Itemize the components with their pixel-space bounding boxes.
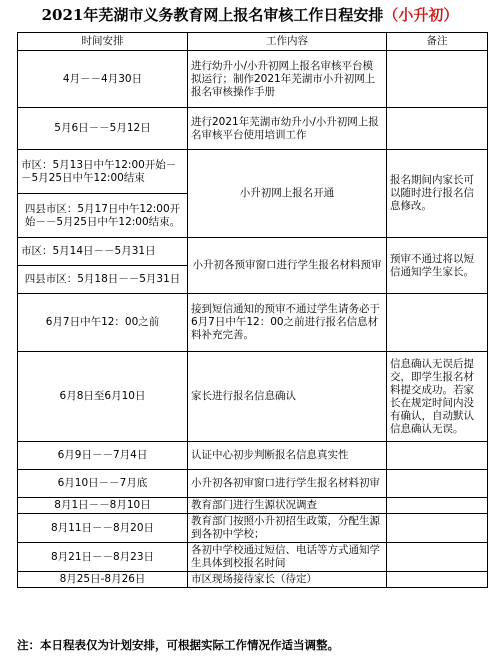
header-content: 工作内容: [188, 33, 387, 51]
row-note: [387, 108, 488, 150]
row-note: 预审不通过将以短信通知学生家长。: [387, 238, 488, 294]
row-content: 各初中学校通过短信、电话等方式通知学生具体到校报名时间: [188, 543, 387, 572]
row-time: 6月9日－－7月4日: [18, 442, 188, 470]
title-accent: （小升初）: [383, 6, 459, 24]
row-note: [387, 498, 488, 514]
page-title: [0, 4, 500, 26]
table-row: [18, 238, 488, 266]
row-time: 8月21日－－8月23日: [18, 543, 188, 572]
row-note: [387, 543, 488, 572]
row-time: 6月10日－－7月底: [18, 470, 188, 498]
table-row: [18, 442, 488, 470]
header-time: 时间安排: [18, 33, 188, 51]
table-row: [18, 51, 488, 108]
table-row: [18, 470, 488, 498]
row-time: 8月1日－－8月10日: [18, 498, 188, 514]
row-content: 进行幼升小/小升初网上报名审核平台模拟运行；制作2021年芜湖市小升初网上报名审核操作手册: [188, 51, 387, 108]
schedule-table: [17, 32, 488, 588]
table-row: [18, 543, 488, 572]
row-note: [387, 51, 488, 108]
row-time: 6月7日中午12：00之前: [18, 294, 188, 352]
row-time: 6月8日至6月10日: [18, 352, 188, 442]
row-content: 小升初各初审窗口进行学生报名材料初审: [188, 470, 387, 498]
table-row: [18, 572, 488, 588]
row-time: 8月25日-8月26日: [18, 572, 188, 588]
row-time-secondary: 四县市区：5月18日－－5月31日: [18, 266, 188, 294]
row-note: [387, 470, 488, 498]
row-content: 认证中心初步判断报名信息真实性: [188, 442, 387, 470]
row-time-secondary: 四县市区：5月17日中午12:00开始－－5月25日中午12:00结束。: [18, 194, 188, 238]
row-note: [387, 572, 488, 588]
row-time: 市区：5月13日中午12:00开始－－5月25日中午12:00结束: [18, 150, 188, 194]
table-row: [18, 498, 488, 514]
table-row: [18, 514, 488, 543]
title-main: 2021年芜湖市义务教育网上报名审核工作日程安排: [41, 6, 384, 24]
table-row: [18, 108, 488, 150]
row-content: 小升初网上报名开通: [188, 150, 387, 238]
row-time: 5月6日－－5月12日: [18, 108, 188, 150]
header-note: 备注: [387, 33, 488, 51]
row-note: [387, 294, 488, 352]
row-time: 8月11日－－8月20日: [18, 514, 188, 543]
row-note: 信息确认无误后提交，即学生报名材料提交成功。若家长在规定时间内没有确认，自动默认信息确认无误。: [387, 352, 488, 442]
row-content: 市区现场接待家长（待定）: [188, 572, 387, 588]
table-row: [18, 150, 488, 194]
row-content: 教育部门按照小升初招生政策，分配生源到各初中学校；: [188, 514, 387, 543]
row-content: 家长进行报名信息确认: [188, 352, 387, 442]
table-header-row: [18, 33, 488, 51]
row-content: 小升初各预审窗口进行学生报名材料预审: [188, 238, 387, 294]
row-time: 4月－－4月30日: [18, 51, 188, 108]
row-time: 市区：5月14日－－5月31日: [18, 238, 188, 266]
row-note: [387, 514, 488, 543]
footnote: 注：本日程表仅为计划安排，可根据实际工作情况作适当调整。: [17, 638, 339, 652]
row-content: 教育部门进行生源状况调查: [188, 498, 387, 514]
row-content: 接到短信通知的预审不通过学生请务必于6月7日中午12：00之前进行报名信息材料补充完善。: [188, 294, 387, 352]
row-note: [387, 442, 488, 470]
table-row: [18, 294, 488, 352]
row-content: 进行2021年芜湖市幼升小/小升初网上报名审核平台使用培训工作: [188, 108, 387, 150]
row-note: 报名期间内家长可以随时进行报名信息修改。: [387, 150, 488, 238]
table-row: [18, 352, 488, 442]
